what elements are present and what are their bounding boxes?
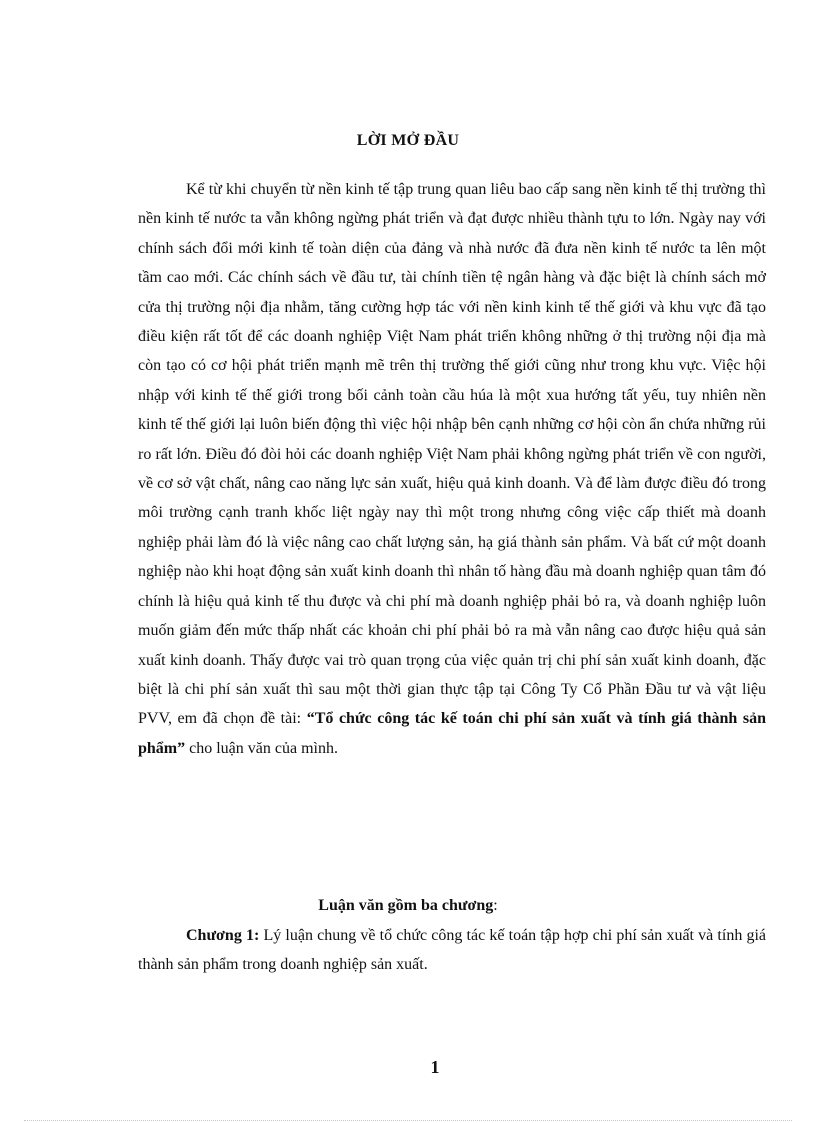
intro-text: Kể từ khi chuyển từ nền kinh tế tập trung quan liêu bao cấp sang nền kinh tế thị trường thì nền kinh tế nước ta vẫn không ngừng phát triển và đạt được nhiều thành tựu to lớn. Ngày nay với chính sách đổi mới kinh tế toàn diện của đảng và nhà nước đã đưa nền kinh tế nước ta lên một tầm cao mới. Các chính sách về đầu tư, tài chính tiền tệ ngân hàng và đặc biệt là chính sách mở cửa thị trường nội địa nhằm, tăng cường hợp tác với nền kinh kinh tế thế giới và khu vực đã tạo điều kiện rất tốt để các doanh nghiệp Việt Nam phát triển không những ở thị trường nội địa mà còn tạo có cơ hội phát triển mạnh mẽ trên thị trường thế giới cũng như trong khu vực. Việc hội nhập với kinh tế thế giới trong bối cảnh toàn cầu húa là một xua hướng tất yếu, tuy nhiên nền kinh tế thế giới lại luôn biến động thì việc hội nhập bên cạnh những cơ hội còn ẩn chứa những rủi ro rất lớn. Điều đó đòi hỏi các doanh nghiệp Việt Nam phải không ngừng phát triển về con người, về cơ sở vật chất, nâng cao năng lực sản xuất, hiệu quả kinh doanh. Và để làm được điều đó trong môi trường cạnh tranh khốc liệt ngày nay thì một trong nhưng công việc cấp thiết mà doanh nghiệp phải làm đó là việc nâng cao chất lượng sản, hạ giá thành sản phẩm. Và bất cứ một doanh nghiệp nào khi hoạt động sản xuất kinh doanh thì nhân tố hàng đầu mà doanh nghiệp quan tâm đó chính là hiệu quả kinh tế thu được và chi phí mà doanh nghiệp phải bỏ ra, và doanh nghiệp luôn muốn giảm đến mức thấp nhất các khoản chi phí phải bỏ ra mà vẫn nâng cao được hiệu quả sản xuất kinh doanh. Thấy được vai trò quan trọng của việc quản trị chi phí sản xuất kinh doanh, đặc biệt là chi phí sản xuất thì sau một thời gian thực tập tại Công Ty Cổ Phần Đầu tư và vật liệu PVV, em đã chọn đề tài:	[138, 181, 766, 728]
intro-paragraph	[138, 175, 766, 763]
page-bottom-divider	[24, 1120, 792, 1121]
intro-text-end: cho luận văn của mình.	[189, 739, 338, 757]
chapter-1-text: Lý luận chung về tổ chức công tác kế toán tập hợp chi phí sản xuất và tính giá thành sản phẩm trong doanh nghiệp sản xuất.	[138, 927, 767, 974]
chapter-1-paragraph	[138, 921, 766, 980]
page-number: 1	[430, 1057, 440, 1077]
chapters-heading-colon: :	[493, 897, 498, 914]
thesis-topic-quote: “Tổ chức công tác kế toán chi phí sản xuất và tính giá thành sản phẩm”	[138, 710, 767, 757]
chapters-heading-text: Luận văn gồm ba chương	[318, 897, 494, 914]
page-title: LỜI MỞ ĐẦU	[356, 132, 460, 149]
chapter-1-label: Chương 1:	[186, 927, 260, 944]
chapters-heading	[0, 897, 816, 915]
